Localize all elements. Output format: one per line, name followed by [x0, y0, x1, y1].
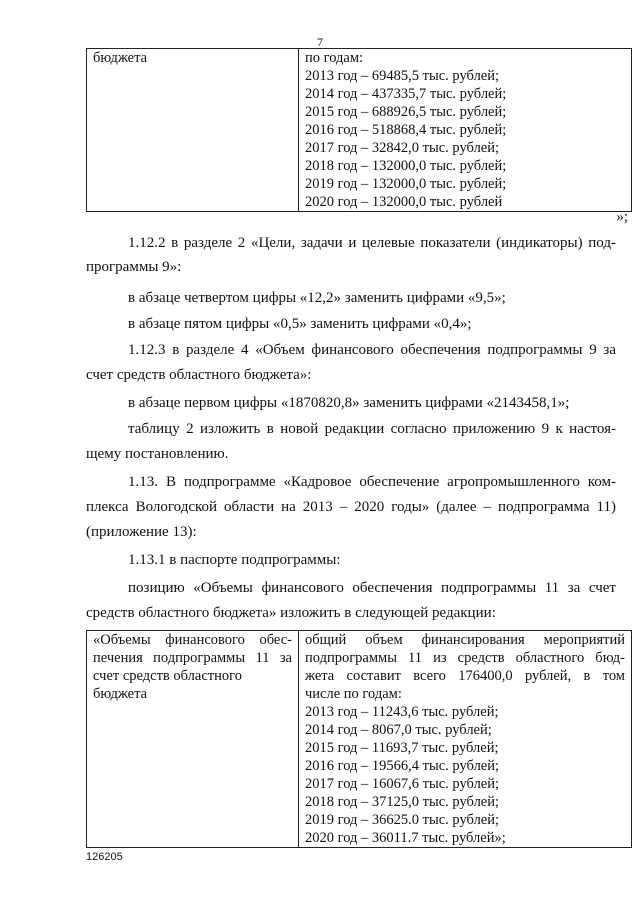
cell-line: 2017 год – 32842,0 тыс. рублей;: [305, 140, 500, 156]
cell-line: 2019 год – 36625.0 тыс. рублей;: [305, 812, 500, 828]
paragraph: [86, 602, 616, 624]
cell-line: 2018 год – 132000,0 тыс. рублей;: [305, 158, 507, 174]
closing-quote: »;: [616, 209, 628, 225]
cell-line: 2018 год – 37125,0 тыс. рублей;: [305, 794, 500, 810]
paragraph: [86, 418, 616, 440]
cell-line: 2013 год – 69485,5 тыс. рублей;: [305, 68, 500, 84]
paragraph: [86, 392, 616, 414]
paragraph: [86, 549, 616, 571]
funding-table-subprogram-11: [86, 630, 632, 848]
paragraph: [86, 339, 616, 361]
table-row: [87, 49, 632, 212]
paragraph-line: 1.13. В подпрограмме «Кадровое обеспечение агропромышленного ком-: [128, 474, 616, 490]
cell-line: 2014 год – 8067,0 тыс. рублей;: [305, 722, 492, 738]
paragraph-line: 1.12.3 в разделе 4 «Объем финансового обеспечения подпрограммы 9 за: [128, 342, 616, 358]
paragraph-line: счет средств областного бюджета»:: [86, 367, 312, 383]
cell-line: общий объем финансирования мероприятий: [305, 632, 625, 648]
cell-line: «Объемы финансового обес-: [93, 632, 292, 648]
table-cell-label: [87, 631, 299, 848]
document-code: 126205: [86, 851, 123, 863]
paragraph-line: в абзаце пятом цифры «0,5» заменить цифрами «0,4»;: [128, 316, 472, 332]
funding-table-continued: [86, 48, 632, 212]
paragraph-line: таблицу 2 изложить в новой редакции согласно приложению 9 к настоя-: [128, 421, 616, 437]
cell-line: 2015 год – 11693,7 тыс. рублей;: [305, 740, 499, 756]
paragraph: [86, 496, 616, 518]
paragraph: [86, 577, 616, 599]
paragraph-line: средств областного бюджета» изложить в следующей редакции:: [86, 605, 496, 621]
table-row: [87, 631, 632, 848]
paragraph: [86, 287, 616, 309]
paragraph-line: щему постановлению.: [86, 446, 229, 462]
cell-line: 2019 год – 132000,0 тыс. рублей;: [305, 176, 507, 192]
cell-line: бюджета: [93, 686, 148, 702]
page-number: 7: [317, 35, 323, 49]
cell-line: подпрограммы 11 из средств областного бюд-: [305, 650, 625, 666]
table-cell-values: [299, 49, 632, 212]
cell-line: 2015 год – 688926,5 тыс. рублей;: [305, 104, 507, 120]
paragraph-line: (приложение 13):: [86, 524, 197, 540]
cell-text: бюджета: [93, 50, 148, 66]
paragraph-line: в абзаце первом цифры «1870820,8» заменить цифрами «2143458,1»;: [128, 395, 570, 411]
cell-line: числе по годам:: [305, 686, 402, 702]
cell-line: счет средств областного: [93, 668, 242, 684]
cell-line: по годам:: [305, 50, 364, 66]
cell-line: 2020 год – 132000,0 тыс. рублей: [305, 194, 503, 210]
paragraph-line: в абзаце четвертом цифры «12,2» заменить цифрами «9,5»;: [128, 290, 506, 306]
table-cell-label: [87, 49, 299, 212]
paragraph: [86, 471, 616, 493]
cell-line: 2013 год – 11243,6 тыс. рублей;: [305, 704, 499, 720]
paragraph-line: позицию «Объемы финансового обеспечения подпрограммы 11 за счет: [128, 580, 616, 596]
table-cell-values: [299, 631, 632, 848]
paragraph-line: программы 9»:: [86, 259, 182, 275]
paragraph-line: плекса Вологодской области на 2013 – 2020 годы» (далее – подпрограмма 11): [86, 499, 616, 515]
cell-line: 2014 год – 437335,7 тыс. рублей;: [305, 86, 507, 102]
paragraph: [86, 232, 616, 254]
cell-line: 2016 год – 518868,4 тыс. рублей;: [305, 122, 507, 138]
cell-line: 2017 год – 16067,6 тыс. рублей;: [305, 776, 500, 792]
cell-line: печения подпрограммы 11 за: [93, 650, 292, 666]
paragraph-line: 1.12.2 в разделе 2 «Цели, задачи и целевые показатели (индикаторы) под-: [128, 235, 616, 251]
paragraph: [86, 313, 616, 335]
paragraph-line: 1.13.1 в паспорте подпрограммы:: [128, 552, 341, 568]
cell-line: 2020 год – 36011.7 тыс. рублей»;: [305, 830, 506, 846]
paragraph: [86, 521, 616, 543]
paragraph: [86, 443, 616, 465]
cell-line: жета составит всего 176400,0 рублей, в том: [305, 668, 625, 684]
paragraph: [86, 364, 616, 386]
cell-line: 2016 год – 19566,4 тыс. рублей;: [305, 758, 500, 774]
paragraph: [86, 256, 616, 278]
